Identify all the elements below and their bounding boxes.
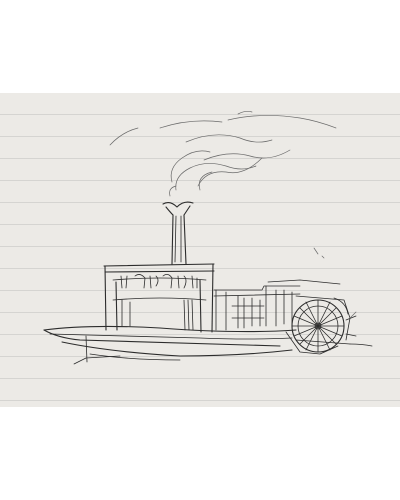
smokestack (163, 202, 193, 264)
hull (44, 248, 372, 364)
smoke-plume (110, 111, 336, 196)
deckhouse (104, 264, 214, 332)
